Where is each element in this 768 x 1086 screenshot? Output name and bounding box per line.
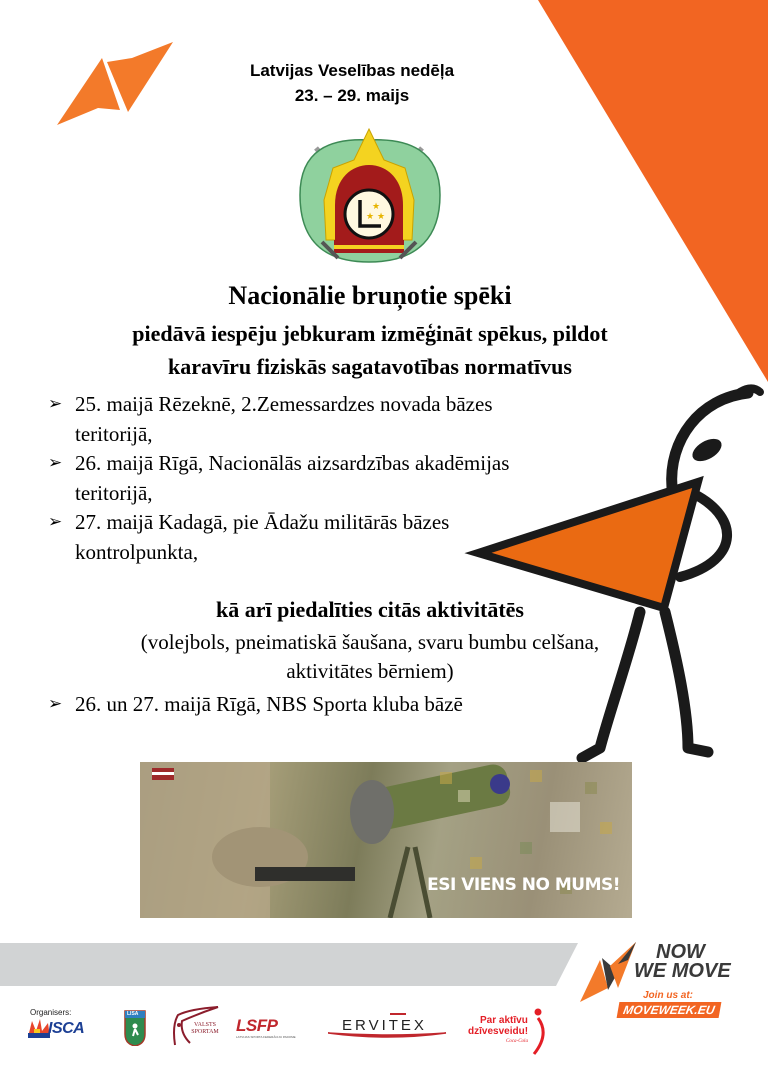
arrow-bullet-icon: ➢: [48, 512, 63, 532]
move-week-logo-icon: [57, 42, 173, 125]
photo-slogan: ESI VIENS NO MUMS!: [427, 875, 620, 895]
valsts-sportam-text: [185, 1022, 225, 1036]
coca-slogan-line1: Par aktīvu: [480, 1015, 528, 1026]
now-we-move-logo: [578, 940, 731, 1040]
subtitle-line-1: piedāvā iespēju jebkuram izmēģināt spēkus, pildot: [132, 321, 608, 346]
list-item-text-line2: kontrolpunkta,: [75, 539, 199, 564]
ervitex-text: ERVITEX: [342, 1017, 427, 1034]
coca-slogan-line2: dzīvesveidu!: [468, 1026, 529, 1037]
list-item: [48, 390, 608, 449]
lisa-text: LISA: [127, 1011, 139, 1017]
list-item: [48, 508, 608, 567]
lsfp-text: LSFP: [236, 1016, 278, 1035]
now-we-move-icon: [578, 940, 638, 1002]
lsfp-caption: LATVIJAS SPORTA FEDERĀCIJU PADOME: [236, 1035, 296, 1039]
join-us-label: Join us at:: [643, 990, 694, 1001]
svg-text:★: ★: [366, 211, 375, 221]
arrow-bullet-icon: ➢: [48, 453, 63, 473]
isca-text: ISCA: [48, 1020, 85, 1037]
activities-line-2: aktivitātes bērniem): [286, 659, 454, 683]
event-title: Latvijas Veselības nedēļa: [249, 61, 455, 80]
now-we-move-line2: WE MOVE: [634, 960, 731, 982]
valsts-sportam-logo: [170, 1005, 225, 1047]
list-item-text-line2: teritorijā,: [75, 480, 153, 505]
gray-band: [0, 943, 578, 986]
activities-heading: kā arī piedalīties citās aktivitātēs: [216, 597, 524, 622]
organisers-label: Organisers:: [30, 1008, 72, 1017]
soldiers-photo: [140, 762, 632, 918]
isca-icon: [28, 1019, 50, 1039]
event-dates: 23. – 29. maijs: [294, 86, 410, 105]
ervitex-logo: [328, 1011, 448, 1041]
activities-description: [60, 628, 680, 686]
arrow-bullet-icon: ➢: [48, 394, 63, 414]
list-item-text-line1: 27. maijā Kadagā, pie Ādažu militārās bāzes: [75, 510, 450, 534]
nbs-emblem-icon: [300, 129, 440, 262]
list-item-text: 26. un 27. maijā Rīgā, NBS Sporta kluba bāzē: [75, 692, 463, 716]
activities-location-list: [48, 690, 608, 720]
list-item-text-line2: teritorijā,: [75, 421, 153, 446]
coca-cola-logo: [468, 1008, 548, 1056]
arrow-bullet-icon: ➢: [48, 694, 63, 714]
moveweek-link[interactable]: MOVEWEEK.EU: [617, 1002, 722, 1018]
list-item: [48, 449, 608, 508]
list-item: [48, 690, 608, 720]
activities-line-1: (volejbols, pneimatiskā šaušana, svaru bumbu celšana,: [140, 630, 600, 654]
isca-logo: [28, 1019, 98, 1043]
svg-text:★: ★: [377, 211, 386, 221]
location-list: [48, 390, 608, 567]
now-we-move-line1: NOW: [656, 941, 705, 963]
svg-text:★: ★: [372, 201, 381, 211]
valsts-text: VALSTS: [194, 1022, 216, 1028]
subtitle-line-2: karavīru fiziskās sagatavotības normatīvus: [168, 354, 572, 379]
lsfp-logo: [236, 1016, 308, 1040]
coca-brand: Coca-Cola: [506, 1039, 528, 1044]
list-item-text-line1: 25. maijā Rēzeknē, 2.Zemessardzes novada bāzes: [75, 392, 493, 416]
page-title: Nacionālie bruņotie spēki: [228, 281, 512, 310]
list-item-text-line1: 26. maijā Rīgā, Nacionālās aizsardzības akadēmijas: [75, 451, 510, 475]
lisa-logo: [124, 1010, 146, 1046]
sportam-text: SPORTAM: [191, 1029, 219, 1035]
